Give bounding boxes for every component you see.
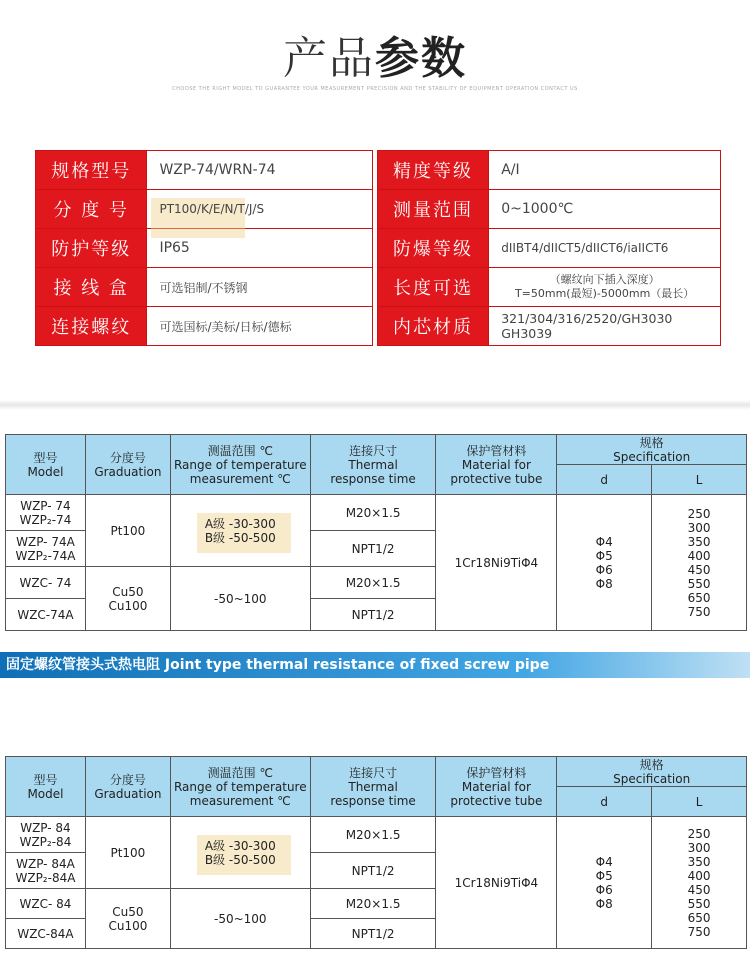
material-cell: 1Cr18Ni9TiΦ4 [436,495,557,631]
spec-value: IP65 [147,229,372,268]
range-cell: -50~100 [170,889,310,949]
header-L: L [652,787,747,817]
spec-value: dIIBT4/dIICT5/dIICT6/iaIICT6 [489,229,721,268]
spec-value: 可选铝制/不锈钢 [147,268,372,307]
header-connection: 连接尺寸 Thermal response time [310,435,436,495]
graduation-cell: Pt100 [85,495,170,567]
connection-cell: NPT1/2 [310,599,436,631]
spec-row [36,307,721,346]
header-graduation: 分度号 Graduation [85,435,170,495]
model-cell: WZC- 74 [6,567,86,599]
header-range: 测温范围 ℃ Range of temperature measurement ℃ [170,757,310,817]
connection-cell: M20×1.5 [310,567,436,599]
connection-cell: NPT1/2 [310,919,436,949]
spec-label: 内芯材质 [377,307,488,346]
header-graduation: 分度号 Graduation [85,757,170,817]
model-cell: WZP- 84 WZP₂-84 [6,817,86,853]
spec-label: 精度等级 [377,151,488,190]
spec-value: A/I [489,151,721,190]
model-cell: WZC-84A [6,919,86,949]
graduation-cell: Pt100 [85,817,170,889]
spec-label: 防护等级 [36,229,147,268]
spec-value: 0~1000℃ [489,190,721,229]
section-divider [0,400,750,410]
section-banner: 固定螺纹管接头式热电阻 Joint type thermal resistance of fixed screw pipe [0,652,750,678]
header-range: 测温范围 ℃ Range of temperature measurement ℃ [170,435,310,495]
spec-row [36,151,721,190]
L-cell: 250 300 350 400 450 550 650 750 [652,495,747,631]
model-table-84 [5,756,747,949]
spec-row [36,229,721,268]
spec-label: 测量范围 [377,190,488,229]
spec-value: 321/304/316/2520/GH3030 GH3039 [489,307,721,346]
range-cell: A级 -30-300 B级 -50-500 [170,495,310,567]
header-material: 保护管材料 Material for protective tube [436,435,557,495]
header-material: 保护管材料 Material for protective tube [436,757,557,817]
connection-cell: M20×1.5 [310,495,436,531]
spec-table [35,150,721,346]
connection-cell: M20×1.5 [310,889,436,919]
material-cell: 1Cr18Ni9TiΦ4 [436,817,557,949]
model-cell: WZC-74A [6,599,86,631]
d-cell: Φ4 Φ5 Φ6 Φ8 [557,495,652,631]
spec-value: 可选国标/美标/日标/德标 [147,307,372,346]
connection-cell: M20×1.5 [310,817,436,853]
graduation-cell: Cu50 Cu100 [85,567,170,631]
model-cell: WZC- 84 [6,889,86,919]
page-subtitle: CHOOSE THE RIGHT MODEL TO GUARANTEE YOUR MEASUREMENT PRECISION AND THE STABILITY OF EQUIPMENT OPERATION CONTACT US [172,86,578,92]
graduation-cell: Cu50 Cu100 [85,889,170,949]
header-specification: 规格 Specification [557,435,747,465]
spec-label: 分 度 号 [36,190,147,229]
model-cell: WZP- 84A WZP₂-84A [6,853,86,889]
header-model: 型号 Model [6,435,86,495]
spec-label: 规格型号 [36,151,147,190]
header-L: L [652,465,747,495]
L-cell: 250 300 350 400 450 550 650 750 [652,817,747,949]
header-d: d [557,465,652,495]
connection-cell: NPT1/2 [310,853,436,889]
spec-label: 连接螺纹 [36,307,147,346]
range-cell: A级 -30-300 B级 -50-500 [170,817,310,889]
header-d: d [557,787,652,817]
spec-value: PT100/K/E/N/T/J/S [147,190,372,229]
model-cell: WZP- 74A WZP₂-74A [6,531,86,567]
d-cell: Φ4 Φ5 Φ6 Φ8 [557,817,652,949]
spec-label: 防爆等级 [377,229,488,268]
range-cell: -50~100 [170,567,310,631]
model-table-74 [5,434,747,631]
spec-label: 接 线 盒 [36,268,147,307]
model-cell: WZP- 74 WZP₂-74 [6,495,86,531]
header-connection: 连接尺寸 Thermal response time [310,757,436,817]
connection-cell: NPT1/2 [310,531,436,567]
header-model: 型号 Model [6,757,86,817]
spec-row [36,190,721,229]
spec-value: WZP-74/WRN-74 [147,151,372,190]
spec-row [36,268,721,307]
spec-value: （螺纹向下插入深度） T=50mm(最短)-5000mm（最长） [489,268,721,307]
spec-label: 长度可选 [377,268,488,307]
header-specification: 规格 Specification [557,757,747,787]
page-title: 产品参数 [283,33,467,84]
